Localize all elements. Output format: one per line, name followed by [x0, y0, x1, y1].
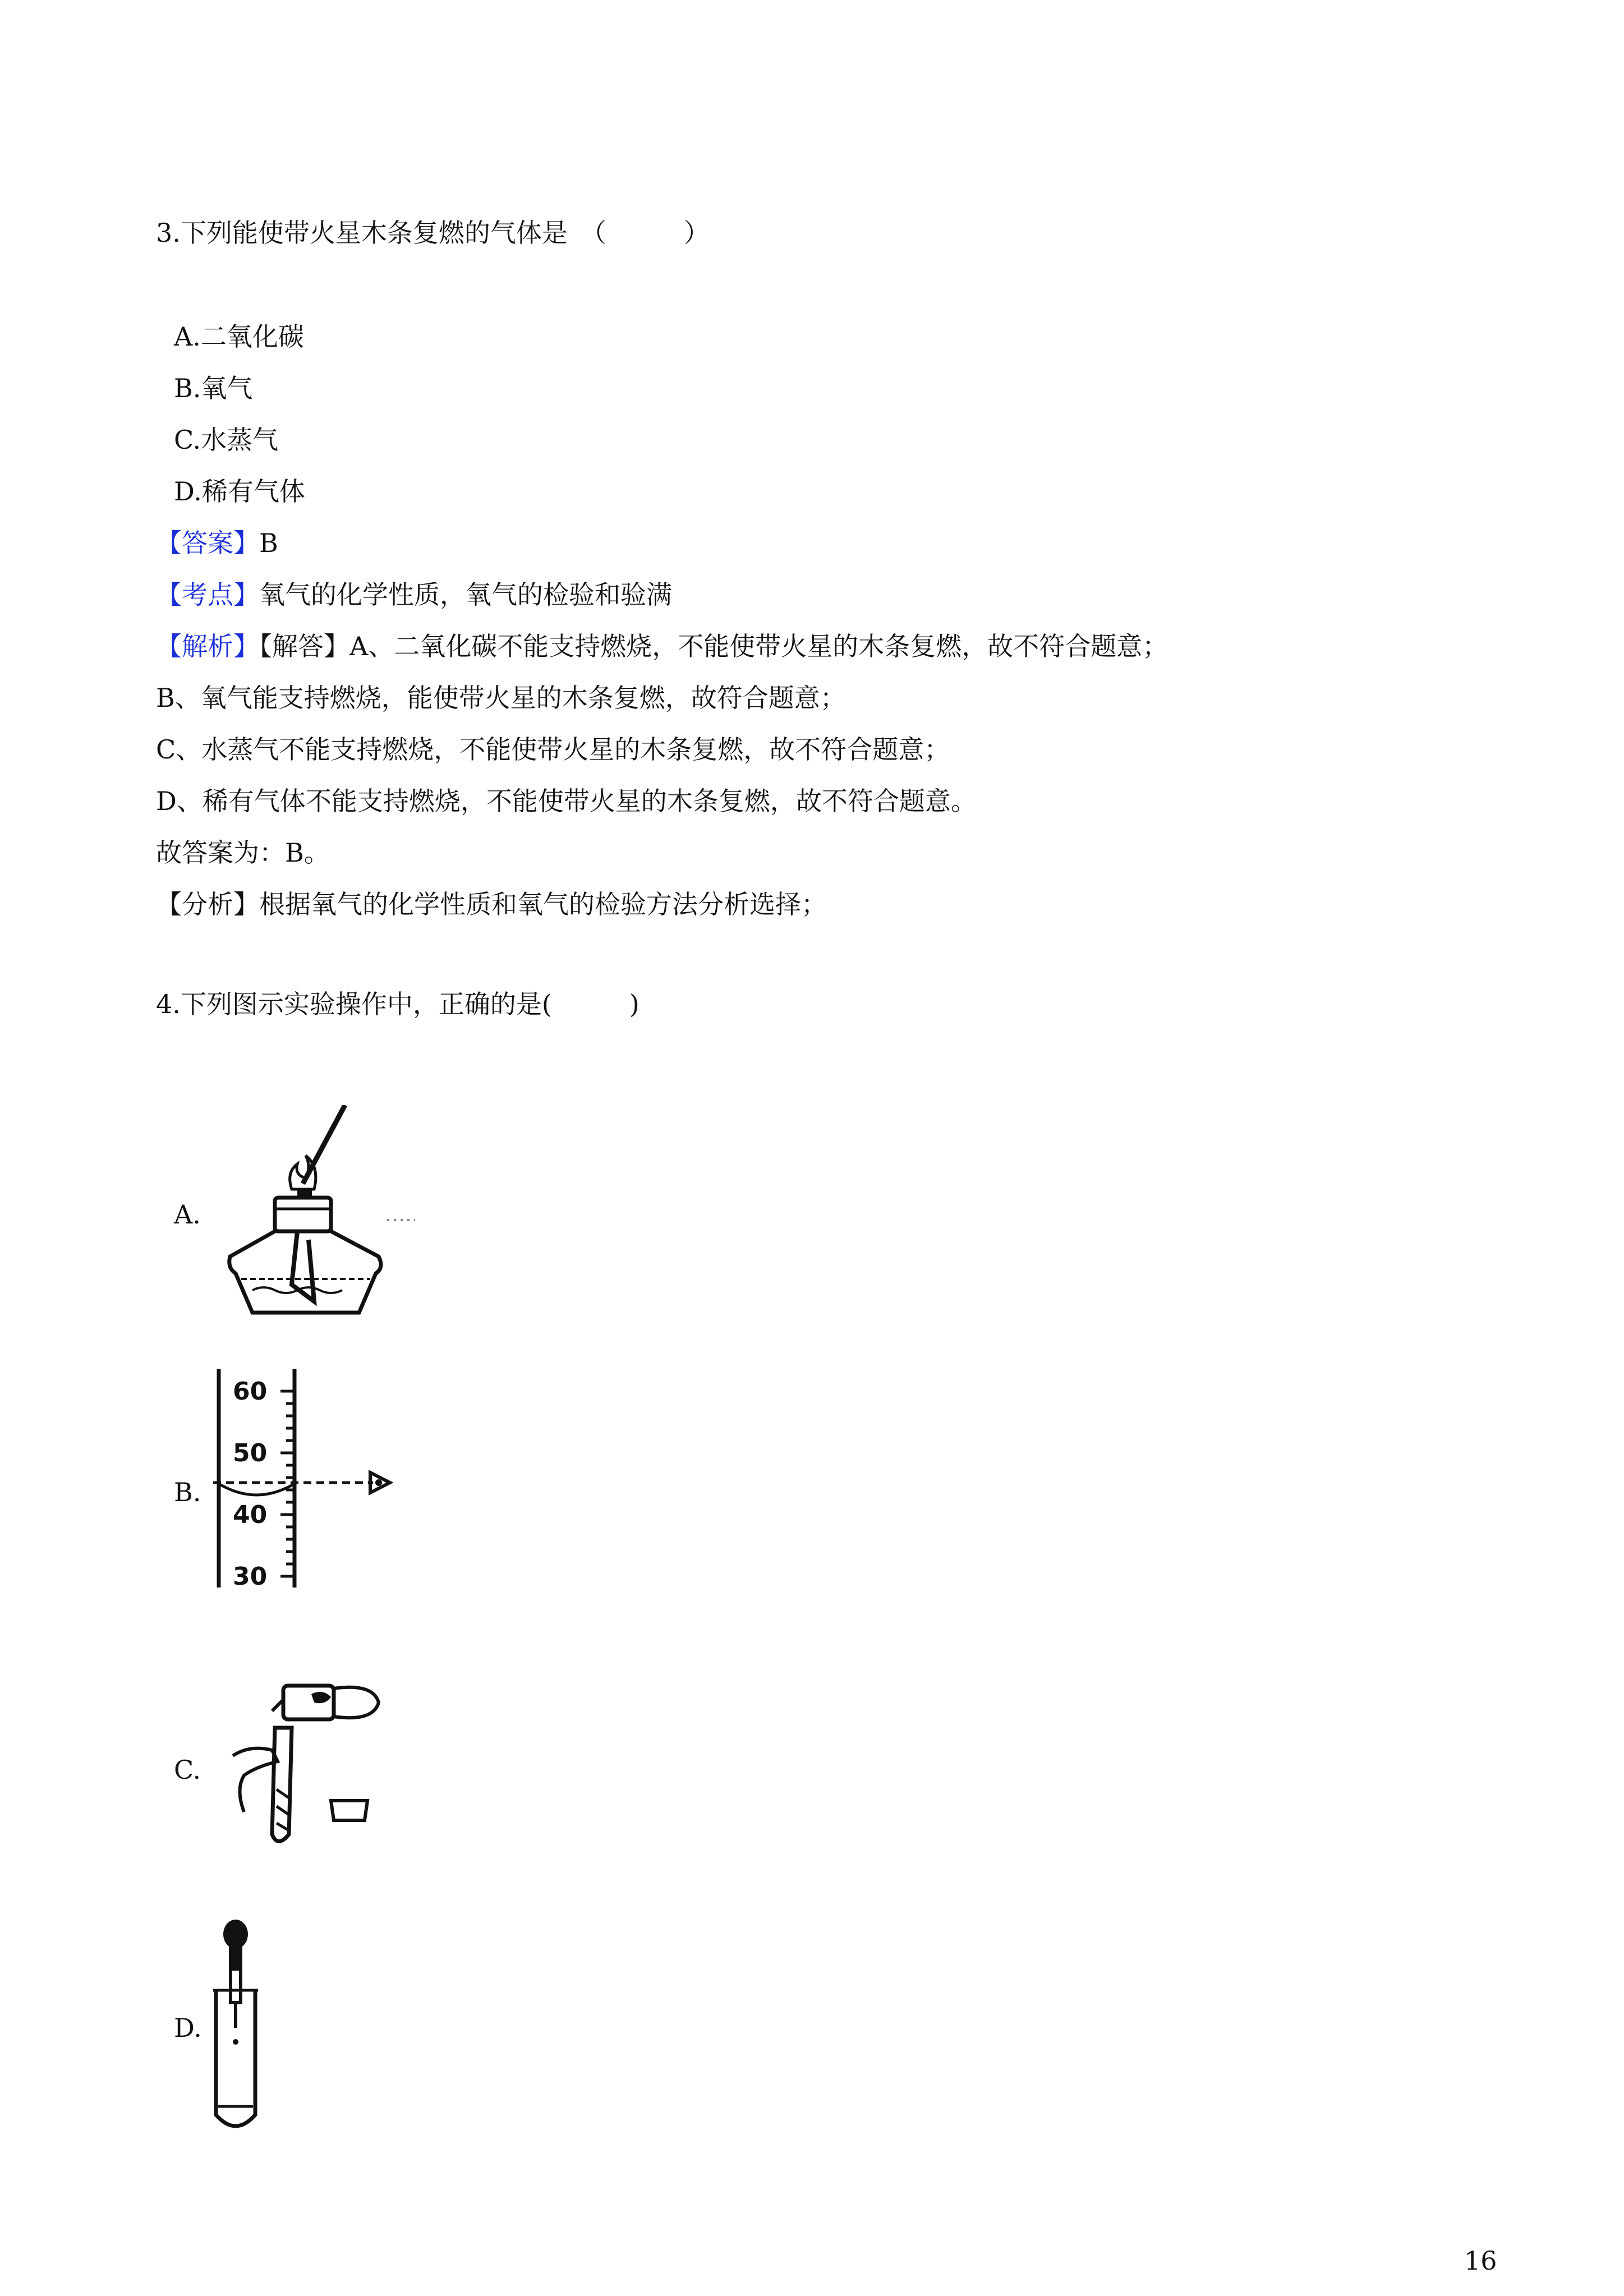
q4-option-c-label: C.	[174, 1755, 201, 1785]
q3-conclusion: 故答案为：B。	[156, 838, 330, 868]
dropper-test-tube-figure	[210, 1918, 272, 2134]
kaodian-tag: 【考点】	[156, 579, 259, 610]
q3-jiexi	[156, 629, 1168, 663]
tick-label-50: 50	[233, 1439, 268, 1467]
q3-option-c: C.水蒸气	[174, 425, 279, 455]
q3-option-a: A.二氧化碳	[174, 321, 304, 352]
pouring-liquid-figure	[227, 1677, 395, 1851]
page-number: 16	[1464, 2246, 1497, 2276]
answer-tag: 【答案】	[156, 528, 259, 558]
q4-option-d-label: D.	[174, 2013, 202, 2043]
q4-option-b-label: B.	[174, 1477, 201, 1507]
q3-line-c: C、水蒸气不能支持燃烧，不能使带火星的木条复燃，故不符合题意；	[156, 734, 950, 765]
jiexi-tag: 【解析】	[156, 631, 259, 661]
q3-stem: 3.下列能使带火星木条复燃的气体是 （ ）	[156, 218, 710, 248]
answer-value: B	[259, 528, 278, 558]
q3-option-d: D.稀有气体	[174, 476, 305, 507]
q4-stem: 4.下列图示实验操作中，正确的是( )	[156, 989, 640, 1019]
tick-label-60: 60	[233, 1377, 268, 1406]
q3-fenxi: 【分析】根据氧气的化学性质和氧气的检验方法分析选择；	[156, 889, 827, 919]
graduated-cylinder-figure	[210, 1369, 395, 1593]
q3-line-b: B、氧气能支持燃烧，能使带火星的木条复燃，故符合题意；	[156, 683, 846, 713]
q3-option-b: B.氧气	[174, 373, 253, 403]
jieda-text: 【解答】A、二氧化碳不能支持燃烧，不能使带火星的木条复燃，故不符合题意；	[259, 631, 1168, 661]
alcohol-lamp-figure	[219, 1105, 426, 1329]
kaodian-text: 氧气的化学性质，氧气的检验和验满	[259, 579, 672, 610]
tick-label-40: 40	[233, 1501, 268, 1529]
q4-option-a-label: A.	[174, 1199, 201, 1230]
q3-line-d: D、稀有气体不能支持燃烧，不能使带火星的木条复燃，故不符合题意。	[156, 786, 977, 816]
tick-label-30: 30	[233, 1562, 268, 1591]
q3-answer	[156, 526, 278, 560]
q3-kaodian	[156, 578, 672, 611]
